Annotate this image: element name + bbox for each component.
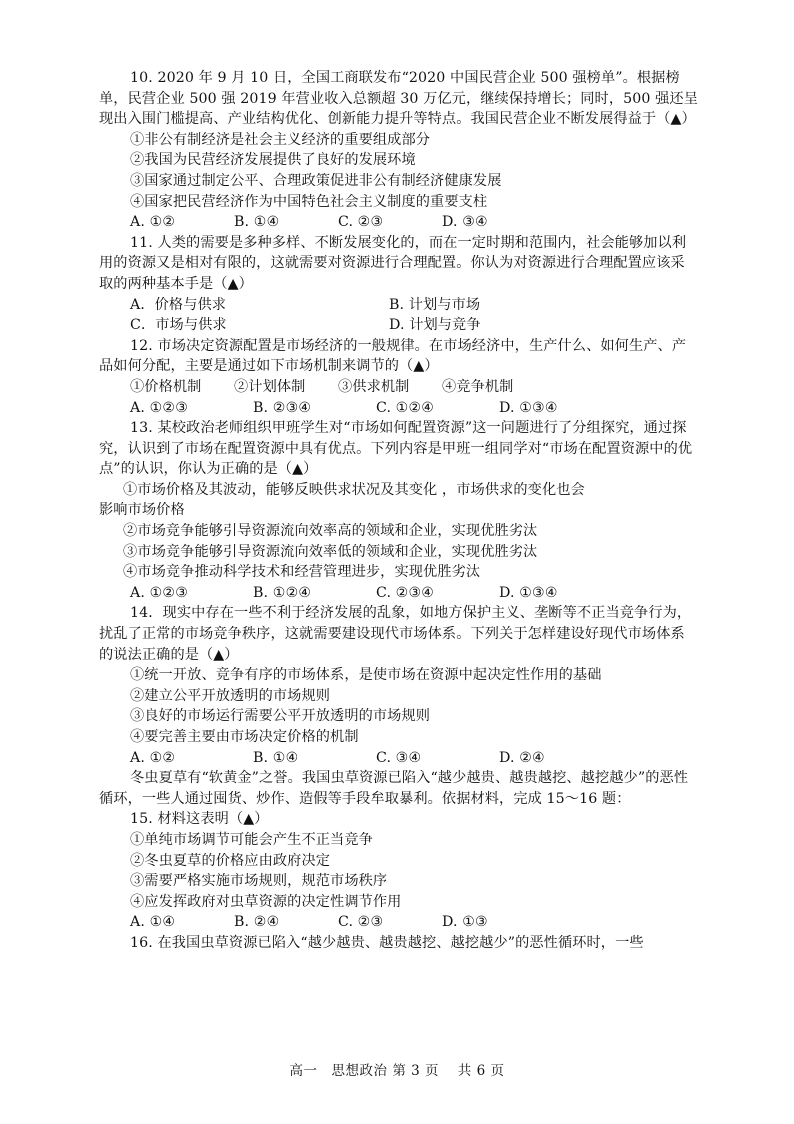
statement: ①市场价格及其波动，能够反映供求状况及其变化 ，市场供求的变化也会 (123, 481, 585, 498)
statement: ③市场竞争能够引导资源流向效率低的领域和企业，实现优胜劣汰 (123, 543, 538, 560)
option-a: A. ①②③ (130, 399, 189, 416)
option-d: D. ①③④ (499, 584, 558, 601)
statement: ②计划体制 (234, 378, 306, 395)
statement-continuation: 影响市场价格 (99, 502, 185, 519)
question-stem: 15. 材料这表明（▲） (130, 811, 269, 828)
statement: ①非公有制经济是社会主义经济的重要组成部分 (130, 131, 431, 148)
statement: ③需要严格实施市场规则，规范市场秩序 (130, 873, 388, 890)
question-stem: 11. 人类的需要是多种多样、不断发展变化的，而在一定时期和范围内，社会能够加以利用的资源又是相对有限的，这就需要对资源进行合理配置。你认为对资源进行合理配置应该采取的两种基本手是（▲） (99, 234, 687, 292)
statement: ④要完善主要由市场决定价格的机制 (130, 729, 359, 745)
option-d: D. ①③④ (499, 399, 558, 416)
question-stem: 16. 在我国虫草资源已陷入“越少越贵、越贵越挖、越挖越少”的恶性循环时，一些 (130, 934, 644, 951)
option-b: B. ①④ (253, 749, 299, 766)
option-b: B. ②④ (234, 914, 280, 931)
option-d: D. ①③ (442, 914, 488, 931)
question-stem: 14．现实中存在一些不利于经济发展的乱象，如地方保护主义、垄断等不正当竞争行为，扰乱了正常的市场竞争秩序，这就需要建设现代市场体系。下列关于怎样建设好现代市场体系的说法正确的是（▲） (99, 605, 692, 663)
statement-list (99, 377, 699, 398)
option-c: C. ③④ (376, 749, 422, 766)
statement: ③国家通过制定公平、合理政策促进非公有制经济健康发展 (130, 172, 502, 189)
statement: ①统一开放、竞争有序的市场体系，是使市场在资源中起决定性作用的基础 (130, 667, 602, 684)
statement: ①单纯市场调节可能会产生不正当竞争 (130, 831, 373, 848)
question-14 (99, 603, 699, 768)
question-16 (99, 933, 699, 954)
option-d: D. ③④ (442, 214, 488, 231)
question-stem: 12. 市场决定资源配置是市场经济的一般规律。在市场经济中，生产什么、如何生产、产品如何分配，主要是通过如下市场机制来调节的（▲） (99, 337, 687, 375)
question-10 (99, 68, 699, 233)
answer-options (99, 315, 699, 336)
option-c: C. ②③ (338, 914, 384, 931)
option-a: A. ①② (130, 214, 176, 231)
statement: ③供求机制 (338, 378, 410, 395)
statement: ④国家把民营经济作为中国特色社会主义制度的重要支柱 (130, 193, 488, 210)
option-c: C. ①②④ (376, 399, 435, 416)
option-a: A. ①② (130, 749, 176, 766)
answer-options (99, 583, 699, 604)
option-d: D. ②④ (499, 749, 545, 766)
option-a: A. ①④ (130, 914, 176, 931)
page-footer: 高一 思想政治 第 3 页 共 6 页 (289, 1063, 505, 1079)
option-a: A．价格与供求 (130, 296, 227, 313)
option-b: B. ①④ (234, 214, 280, 231)
statement: ③良好的市场运行需要公平开放透明的市场规则 (130, 708, 431, 725)
answer-options (99, 912, 699, 933)
statement: ④竞争机制 (442, 378, 514, 395)
option-b: B. ②③④ (253, 399, 312, 416)
option-c: C. ②③ (338, 214, 384, 231)
statement: ②冬虫夏草的价格应由政府决定 (130, 852, 331, 869)
question-13 (99, 418, 699, 603)
statement: ①价格机制 (130, 378, 202, 395)
option-b: B. 计划与市场 (389, 296, 481, 313)
answer-options (99, 212, 699, 233)
exam-page (99, 68, 699, 954)
statement: ②我国为民营经济发展提供了良好的发展环境 (130, 152, 416, 169)
option-c: C．市场与供求 (130, 317, 227, 334)
statement: ②建立公平开放透明的市场规则 (130, 687, 331, 704)
option-c: C. ②③④ (376, 584, 435, 601)
question-15 (99, 809, 699, 933)
option-d: D. 计划与竞争 (389, 317, 481, 334)
answer-options (99, 295, 699, 316)
question-12 (99, 336, 699, 418)
statement: ④市场竞争推动科学技术和经营管理进步，实现优胜劣汰 (123, 564, 481, 581)
statement: ④应发挥政府对虫草资源的决定性调节作用 (130, 893, 402, 910)
option-b: B. ①②④ (253, 584, 312, 601)
question-stem: 13. 某校政治老师组织甲班学生对“市场如何配置资源”这一问题进行了分组探究，通过探究，认识到了市场在配置资源中具有优点。下列内容是甲班一组同学对“市场在配置资源中的优点”的认识，你认为正确的是（▲） (99, 420, 693, 478)
option-a: A. ①②③ (130, 584, 189, 601)
question-stem: 10. 2020 年 9 月 10 日，全国工商联发布“2020 中国民营企业 500 强榜单”。根据榜单，民营企业 500 强 2019 年营业收入总额超 30 万亿元，继续保持增长；同时，500 强还呈现出入围门槛提高、产业结构优化、创新能力提升等特点。我国民营企业不断发展得益于（▲） (99, 70, 698, 128)
material-passage: 冬虫夏草有“软黄金”之誉。我国虫草资源已陷入“越少越贵、越贵越挖、越挖越少”的恶性循环，一些人通过囤货、炒作、造假等手段牟取暴利。依据材料，完成 15～16 题： (99, 770, 689, 807)
answer-options (99, 748, 699, 769)
answer-options (99, 398, 699, 419)
statement: ②市场竞争能够引导资源流向效率高的领域和企业，实现优胜劣汰 (123, 523, 538, 540)
question-11 (99, 233, 699, 336)
